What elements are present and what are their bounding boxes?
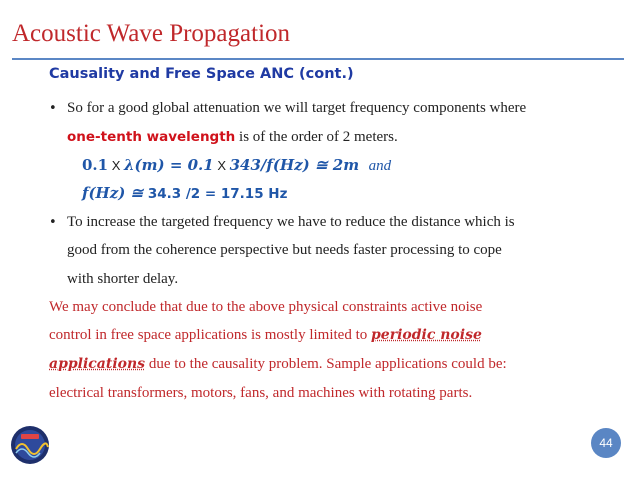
conclusion-line3-rest: due to the causality problem. Sample applications could be: xyxy=(145,356,507,372)
formula2-part2: 34.3 /2 = 17.15 Hz xyxy=(143,186,288,202)
subheading: Causality and Free Space ANC (cont.) xyxy=(49,66,354,82)
bullet1-line1: So for a good global attenuation we will target frequency components where xyxy=(67,100,527,116)
conclusion-line2-pre: control in free space applications is mostly limited to xyxy=(49,327,372,343)
bullet-icon: • xyxy=(49,215,57,230)
page-number-badge: 44 xyxy=(591,428,621,458)
bullet2-line3: with shorter delay. xyxy=(67,271,179,287)
bullet2-line2: good from the coherence perspective but needs faster processing to cope xyxy=(67,242,502,258)
formula1-and: and xyxy=(368,158,392,174)
formula2-part1: f(Hz) ≅ xyxy=(82,184,144,202)
formula1-part1: 0.1 xyxy=(82,156,109,174)
title-divider xyxy=(12,58,624,60)
conclusion-line2 xyxy=(49,327,482,344)
conclusion-line3 xyxy=(49,356,507,373)
formula1-part2: λ(m) = 0.1 xyxy=(124,156,214,174)
organization-logo-icon xyxy=(10,425,50,465)
conclusion-line1: We may conclude that due to the above physical constraints active noise xyxy=(49,299,483,315)
bullet2-line1: To increase the targeted frequency we have to reduce the distance which is xyxy=(67,214,515,230)
bullet1-line2 xyxy=(67,129,398,146)
highlight-one-tenth-wavelength: one-tenth wavelength xyxy=(67,129,236,145)
emphasis-periodic-noise: periodic noise xyxy=(371,327,482,343)
title-bar xyxy=(0,0,638,58)
conclusion-line4: electrical transformers, motors, fans, and machines with rotating parts. xyxy=(49,385,473,401)
emphasis-applications: applications xyxy=(49,356,146,372)
bullet-icon: • xyxy=(49,101,57,116)
formula-frequency xyxy=(82,184,287,202)
formula1-times1: X xyxy=(108,158,125,173)
slide-title: Acoustic Wave Propagation xyxy=(12,20,291,47)
formula1-part3: 343/f(Hz) ≅ 2m xyxy=(229,156,360,174)
bullet1-line2-rest: is of the order of 2 meters. xyxy=(235,129,398,145)
formula-wavelength xyxy=(82,156,391,175)
formula1-times2: X xyxy=(213,158,230,173)
